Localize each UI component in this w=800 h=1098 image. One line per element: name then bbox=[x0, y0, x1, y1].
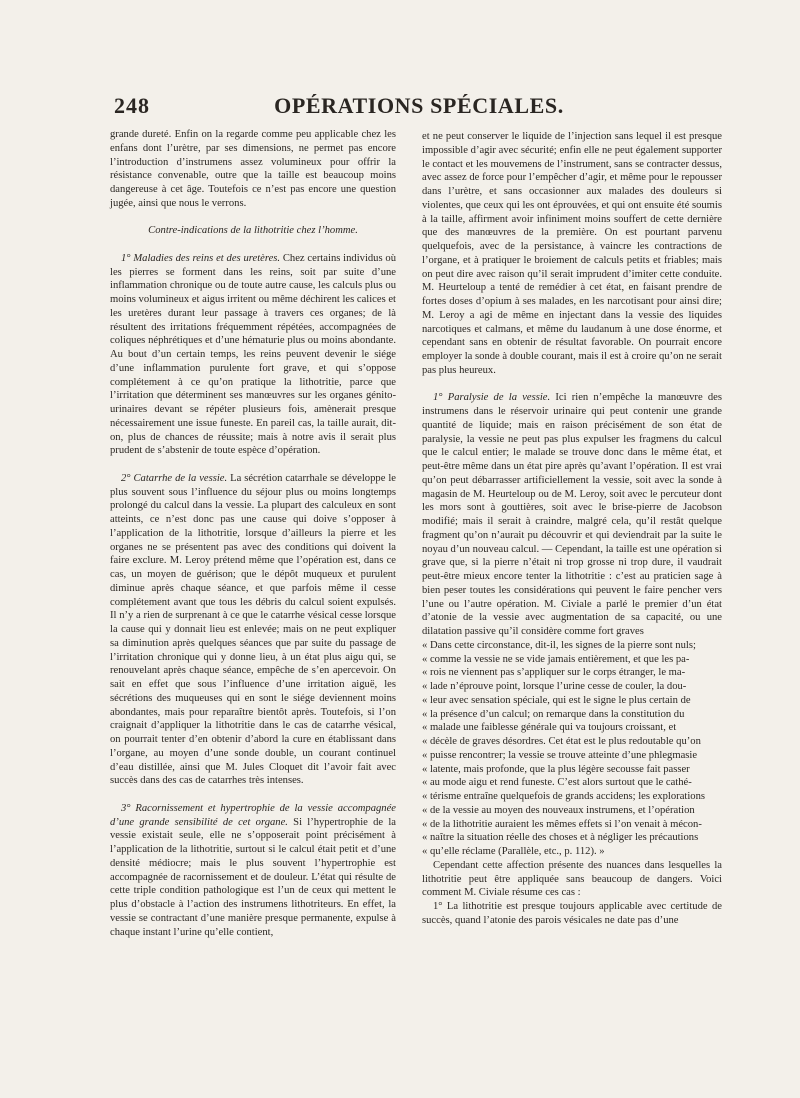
quote-line: « malade une faiblesse générale qui va toujours croissant, et bbox=[422, 722, 677, 734]
right-column bbox=[422, 130, 722, 928]
paragraph bbox=[110, 802, 396, 940]
quote-line: « de la vessie au moyen des nouveaux instrumens, et l’opération bbox=[422, 804, 695, 816]
quote-line: « naître la situation réelle des choses et à négliger les précautions bbox=[422, 832, 699, 844]
quote-line: « lade n’éprouve point, lorsque l’urine cesse de couler, la dou- bbox=[422, 681, 687, 692]
paragraph bbox=[422, 391, 722, 639]
quote-line: « la présence d’un calcul; on remarque dans la constitution du bbox=[422, 708, 685, 720]
quote-line: « latente, mais profonde, que la plus légère secousse fait passer bbox=[422, 763, 690, 775]
quote-line: « qu’elle réclame (Parallèle, etc., p. 112). » bbox=[422, 846, 605, 857]
paragraph-body: Si l’hypertrophie de la vessie existait seule, elle ne s’opposerait point précisément à l’application de la lithotritie, surtout si le calcul était petit et d’une densité médiocre; mais le plus souvent l’hypertrophie est accompagnée de racornissement et de douleur. L’état qui résulte de cette triple condition pathologique est l’un de ceux qui mettent le plus d’obstacle à l’action des instrumens lithotriteurs. En effet, la vessie se contractant d’une manière presque permanente, expulse à chaque instant l’urine qu’elle contient, bbox=[110, 816, 396, 938]
paragraph: et ne peut conserver le liquide de l’injection sans lequel il est presque impossible d’agir avec sécurité; enfin elle ne peut également supporter le contact et les mouvemens de l’instrument, sans se contracter dessus, avec assez de force pour l’empêcher d’agir, et même pour le repousser dans l’urètre, et sans occasionner aux malades des douleurs si violentes, que ceux qui les ont éprouvées, et qui ont ensuite été soumis à la taille, affirment avoir infiniment moins souffert de cette dernière que des manœuvres de la première. On est pourtant parvenu quelquefois, avec de la persistance, à vaincre les contractions de l’organe, et à pratiquer le broiement de calculs petits et friables; mais on peut dire avec raison qu’il serait imprudent d’imiter cette conduite. M. Heurteloup a tenté de remédier à cet état, en faisant prendre de fortes doses d’opium à ses malades, en les narcotisant pour ainsi dire; M. Leroy a agi de même en injectant dans la vessie des liquides narcotiques et calmans, et même du laudanum à une dose énorme, et cependant sans en obtenir de résultat favorable. On pourrait encore employer la sonde à double courant, mais il est à croire qu’on ne serait pas plus heureux. bbox=[422, 131, 722, 376]
section-heading: Contre-indications de la lithotritie chez l’homme. bbox=[148, 225, 358, 237]
quote-line: « au mode aigu et rend funeste. C’est alors surtout que le cathé- bbox=[422, 777, 692, 789]
paragraph-lead: 3° Racornissement et hypertrophie de la vessie accompagnée d’une grande sensibilité de cet organe. bbox=[110, 802, 396, 828]
paragraph-body: Ici rien n’empêche la manœuvre des instrumens dans le réservoir urinaire qui peut contenir une grande quantité de liquide; mais en raison précisément de son état de paralysie, la vessie ne peut pas plus expulser les fragmens du calcul que le calcul entier; le malade se trouve donc dans le même état, et peut-être même dans un état pire après qu’avant l’opération. Il est vrai qu’on peut débarrasser artificiellement la vessie, soit avec la sonde à magasin de M. Heurteloup ou de M. Leroy, soit avec le percuteur dont les mors sont à gouttières, soit avec le brise-pierre de Jacobson modifié; mais il serait à craindre, malgré cela, qu’il restât quelque fragment qu’on n’aurait pu découvrir et qui deviendrait par la suite le noyau d’un nouveau calcul. — Cependant, la taille est une opération si grave que, si la pierre n’était ni trop grosse ni trop dure, il vaudrait peut-être mieux encore tenter la lithotritie : c’est au praticien sage à bien peser toutes les considérations qui peuvent le faire pencher vers l’une ou l’autre opération. M. Civiale a parlé le premier d’un état d’atonie de la vessie avec augmentation de sa capacité, ou une dilatation passive qu’il considère comme fort graves bbox=[422, 392, 722, 637]
quote-line: « térisme entraîne quelquefois de grands accidens; les explorations bbox=[422, 791, 705, 802]
quote-line: « décèle de graves désordres. Cet état est le plus redoutable qu’on bbox=[422, 736, 701, 747]
page-header bbox=[114, 93, 724, 123]
quote-line: « comme la vessie ne se vide jamais entièrement, et que les pa- bbox=[422, 653, 690, 665]
left-column bbox=[110, 128, 396, 939]
page-number: 248 bbox=[114, 93, 150, 118]
quote-line: « de la lithotritie auraient les mêmes effets si l’on venait à mécon- bbox=[422, 818, 702, 830]
quote-line: « leur avec sensation spéciale, qui est le signe le plus certain de bbox=[422, 694, 691, 706]
citation-block bbox=[422, 639, 722, 859]
quote-line: « rois ne viennent pas s’appliquer sur le corps étranger, le ma- bbox=[422, 667, 686, 679]
paragraph-lead: 1° Maladies des reins et des uretères. bbox=[121, 252, 281, 264]
paragraph-body: Chez certains individus où les pierres se forment dans les reins, soit par suite d’une inflammation chronique ou de toute autre cause, les calculs plus ou moins volumineux et aigus irritent ou même déchirent les calices et les uretères durant leur passage à travers ces organes; de là résultent des irritations fréquemment répétées, accompagnées de coliques néphrétiques et d’une hématurie plus ou moins abondante. Au bout d’un certain temps, les reins peuvent devenir le siége d’une inflammation purulente fort grave, et qui s’oppose complétement à ce qu’on pratique la lithotritie, parce que l’irritation que déterminent ses manœuvres sur les organes génito-urinaires devant se répéter plusieurs fois, amènerait presque nécessairement une issue funeste. En pareil cas, la taille aurait, dit-on, plus de chances de réussite; mais à notre avis il serait plus prudent de s’abstenir de toute espèce d’opération. bbox=[110, 252, 396, 457]
running-title: OPÉRATIONS SPÉCIALES. bbox=[274, 93, 564, 118]
paragraph-body: La sécrétion catarrhale se développe le plus souvent sous l’influence du séjour plus ou moins longtemps prolongé du calcul dans la vessie. La plupart des calculeux en sont atteints, ce n’est donc pas une cause qui doive s’opposer à l’application de la lithotritie, lorsque d’ailleurs la pierre et les organes ne se présentent pas avec des conditions qui doivent la faire exclure. M. Leroy prétend même que l’opération est, dans ce cas, un moyen de guérison; que le dépôt muqueux et purulent diminue après chaque séance, et que parfois même il cesse complétement avant que tous les débris du calcul soient expulsés. Il n’y a rien de surprenant à ce que le catarrhe vésical cesse lorsque la cause qui y donnait lieu est enlevée; mais on ne peut expliquer sa diminution après quelques séances que par suite du passage de l’irritation chronique qui y donne lieu, à un état plus aigu qui, se renouvelant après chaque séance, empêche de s’en apercevoir. On sait en effet que sous l’influence d’une irritation aiguë, les sécrétions des muqueuses qui en sont le siége deviennent moins abondantes, mais pour reparaître bientôt après. Toutefois, si l’on craignait d’appliquer la lithotritie dans le cas de catarrhe vésical, on pourrait tenter d’en obtenir d’abord la cure en établissant dans l’organe, au moyen d’une sonde double, un courant continuel d’eau distillée, ainsi que M. Jules Cloquet dit l’avoir fait avec succès dans des cas de catarrhes très intenses. bbox=[110, 472, 396, 787]
paragraph-lead: 2° Catarrhe de la vessie. bbox=[121, 472, 228, 484]
paragraph: grande dureté. Enfin on la regarde comme peu applicable chez les enfans dont l’urètre, par ses dimensions, ne permet pas encore l’introduction d’instrumens assez volumineux pour offrir la résistance convenable, outre que la taille est beaucoup moins dangereuse à cet âge. Toutefois ce n’est pas encore une question jugée, ainsi que nous le verrons. bbox=[110, 129, 396, 209]
quote-line: « Dans cette circonstance, dit-il, les signes de la pierre sont nuls; bbox=[422, 639, 696, 651]
paragraph: Cependant cette affection présente des nuances dans lesquelles la lithotritie peut être appliquée sans beaucoup de dangers. Voici comment M. Civiale résume ces cas : bbox=[422, 859, 722, 899]
paragraph-lead: 1° Paralysie de la vessie. bbox=[433, 392, 551, 404]
paragraph bbox=[110, 472, 396, 788]
paragraph: 1° La lithotritie est presque toujours applicable avec certitude de succès, quand l’atonie des parois vésicales ne date pas d’une bbox=[422, 901, 722, 926]
paragraph bbox=[110, 252, 396, 458]
quote-line: « puisse rencontrer; la vessie se trouve atteinte d’une phlegmasie bbox=[422, 749, 698, 761]
